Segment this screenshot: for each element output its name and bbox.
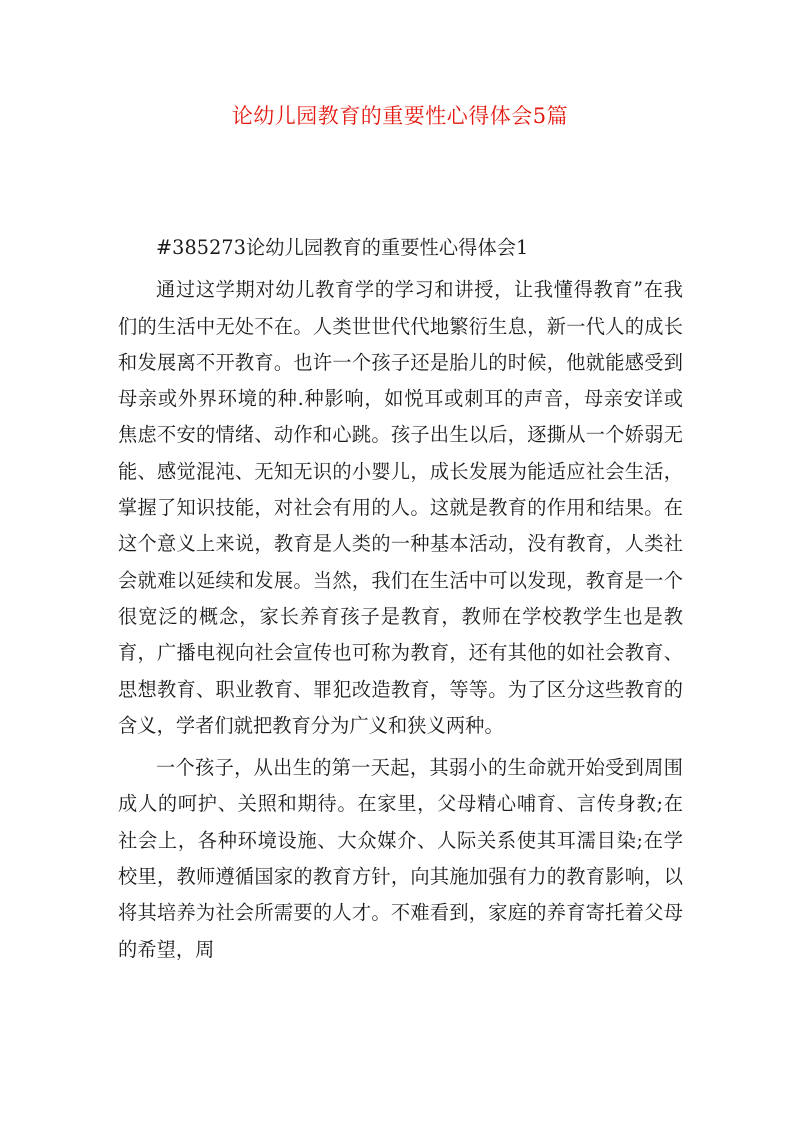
section-heading: #385273论幼儿园教育的重要性心得体会1 <box>156 236 529 259</box>
paragraph: 通过这学期对幼儿教育学的学习和讲授，让我懂得教育”在我们的生活中无处不在。人类世世代代地繁衍生息，新一代人的成长和发展离不开教育。也许一个孩子还是胎儿的时候，他就能感受到母亲或外界环境的种.种影响，如悦耳或刺耳的声音，母亲安详或焦虑不安的情绪、动作和心跳。孩子出生以后，逐撕从一个娇弱无能、感觉混沌、无知无识的小婴儿，成长发展为能适应社会生活，掌握了知识技能，对社会有用的人。这就是教育的作用和结果。在这个意义上来说，教育是人类的一种基本活动，没有教育，人类社会就难以延续和发展。当然，我们在生活中可以发现，教育是一个很宽泛的概念，家长养育孩子是教育，教师在学校教学生也是教育，广播电视向社会宣传也可称为教育，还有其他的如社会教育、思想教育、职业教育、罪犯改造教育，等等。为了区分这些教育的含义，学者们就把教育分为广义和狭义两种。 <box>118 278 683 737</box>
paragraph: 一个孩子，从出生的第一天起，其弱小的生命就开始受到周围成人的呵护、关照和期待。在家里，父母精心哺育、言传身教;在社会上，各种环境设施、大众媒介、人际关系使其耳濡目染;在学校里，教师遵循国家的教育方针，向其施加强有力的教育影响，以将其培养为社会所需要的人才。不难看到，家庭的养育寄托着父母的希望，周 <box>118 756 683 961</box>
document-body <box>118 230 683 968</box>
document-title: 论幼儿园教育的重要性心得体会5篇 <box>231 104 569 128</box>
